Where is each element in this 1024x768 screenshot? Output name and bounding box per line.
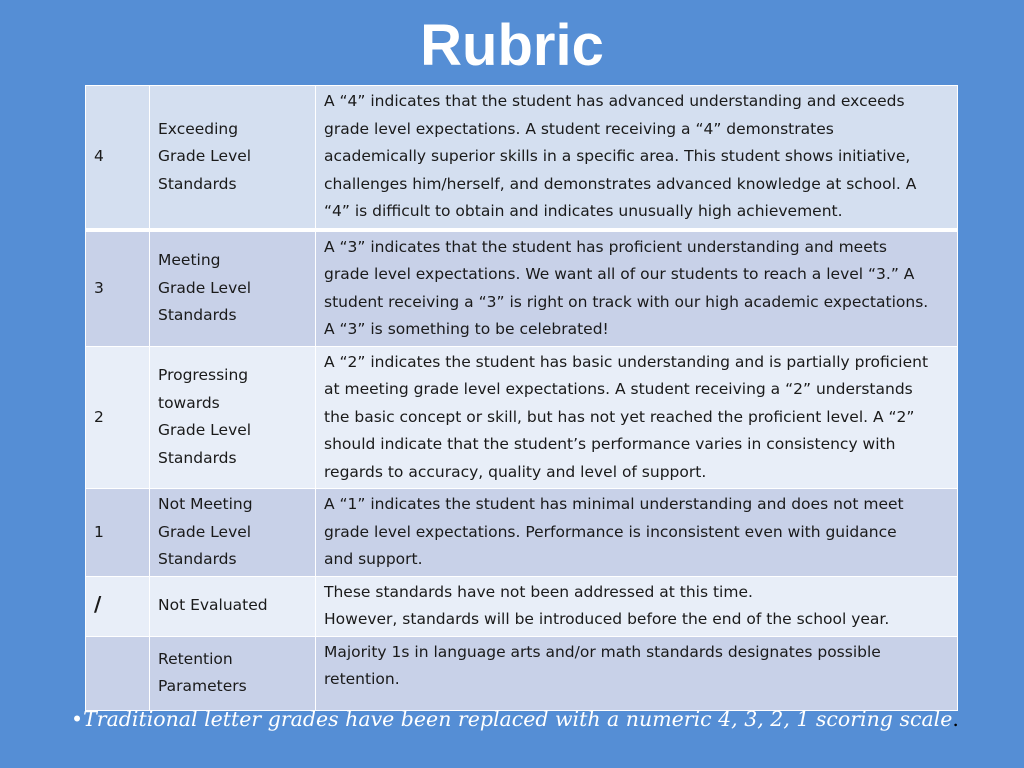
level-cell	[150, 636, 316, 710]
description-line: and support.	[324, 550, 423, 568]
description-cell	[316, 576, 958, 636]
description-cell	[316, 346, 958, 489]
footnote-text: Traditional letter grades have been replaced with a numeric 4, 3, 2, 1 scoring scale	[83, 707, 953, 731]
rubric-row-2	[86, 346, 958, 489]
description-line: A “1” indicates the student has minimal understanding and does not meet	[324, 495, 904, 513]
level-line: Standards	[158, 448, 237, 467]
description-cell	[316, 86, 958, 230]
footnote-period: .	[952, 707, 959, 731]
description-line: grade level expectations. We want all of our students to reach a level “3.” A	[324, 265, 915, 283]
score-cell	[86, 576, 150, 636]
description-line: challenges him/herself, and demonstrates advanced knowledge at school. A	[324, 174, 917, 193]
rubric-row-not-evaluated	[86, 576, 958, 636]
slide-title: Rubric	[420, 13, 604, 78]
level-line: Progressing	[158, 366, 249, 385]
level-line: Not Meeting	[158, 495, 253, 513]
level-line: Meeting	[158, 251, 221, 270]
score-cell	[86, 636, 150, 710]
level-cell	[150, 489, 316, 577]
description-line: A “3” is something to be celebrated!	[324, 320, 609, 338]
score-cell: 4	[86, 86, 150, 230]
description-line: at meeting grade level expectations. A student receiving a “2” understands	[324, 380, 913, 398]
rubric-row-3	[86, 230, 958, 347]
description-line: student receiving a “3” is right on track with our high academic expectations.	[324, 292, 929, 311]
level-cell	[150, 576, 316, 636]
description-line: retention.	[324, 670, 400, 688]
rubric-table	[85, 85, 958, 711]
description-line: A “2” indicates the student has basic understanding and is partially proficient	[324, 352, 929, 371]
description-cell	[316, 489, 958, 577]
score-cell: 3	[86, 230, 150, 347]
description-line: grade level expectations. Performance is inconsistent even with guidance	[324, 522, 897, 541]
score-cell: 2	[86, 346, 150, 489]
level-line: Parameters	[158, 677, 247, 695]
bullet-mark: •	[71, 707, 84, 731]
level-line: Exceeding	[158, 119, 239, 138]
description-line: should indicate that the student’s performance varies in consistency with	[324, 435, 896, 453]
level-line: Grade Level	[158, 522, 252, 541]
level-cell	[150, 346, 316, 489]
rubric-row-4	[86, 86, 958, 230]
level-line: Grade Level	[158, 421, 252, 440]
description-line: grade level expectations. A student receiving a “4” demonstrates	[324, 119, 834, 138]
level-line: Grade Level	[158, 278, 252, 297]
level-line: Retention	[158, 649, 233, 668]
rubric-row-retention	[86, 636, 958, 710]
rubric-row-1	[86, 489, 958, 577]
description-line: However, standards will be introduced before the end of the school year.	[324, 610, 890, 628]
description-line: academically superior skills in a specific area. This student shows initiative,	[324, 147, 911, 165]
description-line: the basic concept or skill, but has not yet reached the proficient level. A “2”	[324, 407, 915, 426]
level-line: Standards	[158, 550, 237, 568]
level-cell	[150, 230, 316, 347]
score-cell: 1	[86, 489, 150, 577]
level-line: Standards	[158, 174, 237, 193]
footnote	[71, 707, 959, 731]
description-line: A “3” indicates that the student has proficient understanding and meets	[324, 237, 887, 256]
description-line: A “4” indicates that the student has advanced understanding and exceeds	[324, 92, 905, 110]
level-line: towards	[158, 393, 220, 412]
description-line: These standards have not been addressed at this time.	[324, 582, 753, 601]
description-line: regards to accuracy, quality and level of support.	[324, 462, 707, 481]
description-line: Majority 1s in language arts and/or math standards designates possible	[324, 642, 881, 661]
level-line: Standards	[158, 306, 237, 325]
description-cell	[316, 230, 958, 347]
level-line: Grade Level	[158, 147, 252, 165]
level-line: Not Evaluated	[158, 596, 268, 615]
description-line: “4” is difficult to obtain and indicates unusually high achievement.	[324, 202, 843, 220]
description-cell	[316, 636, 958, 710]
level-cell	[150, 86, 316, 230]
slash-mark: /	[94, 592, 102, 617]
